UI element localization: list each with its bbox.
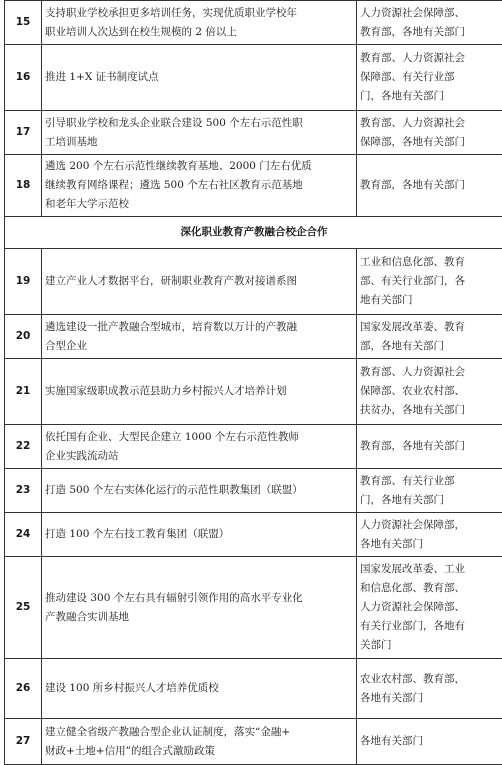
task-description: 推进 1+X 证书制度试点 bbox=[42, 45, 357, 111]
table-body-top bbox=[5, 1, 502, 217]
row-number: 17 bbox=[5, 111, 42, 155]
responsible-department: 国家发展改革委、教育 部，各地有关部门 bbox=[357, 315, 502, 359]
responsible-department: 各地有关部门 bbox=[357, 719, 502, 765]
table-row bbox=[5, 155, 502, 217]
responsible-department: 人力资源社会保障部， 各地有关部门 bbox=[357, 513, 502, 557]
table-row bbox=[5, 249, 502, 315]
row-number: 20 bbox=[5, 315, 42, 359]
row-number: 23 bbox=[5, 469, 42, 513]
table-row bbox=[5, 719, 502, 765]
table-row bbox=[5, 513, 502, 557]
table-row bbox=[5, 469, 502, 513]
row-number: 15 bbox=[5, 1, 42, 45]
task-description: 遴选 200 个左右示范性继续教育基地、2000 门左右优质 继续教育网络课程；遴选 500 个左右社区教育示范基地 和老年大学示范校 bbox=[42, 155, 357, 217]
table-row bbox=[5, 315, 502, 359]
task-description: 遴选建设一批产教融合型城市，培育数以万计的产教融 合型企业 bbox=[42, 315, 357, 359]
task-description: 实施国家级职成教示范县助力乡村振兴人才培养计划 bbox=[42, 359, 357, 425]
policy-table bbox=[4, 0, 502, 765]
section-title: 深化职业教育产教融合校企合作 bbox=[5, 217, 502, 249]
row-number: 16 bbox=[5, 45, 42, 111]
row-number: 24 bbox=[5, 513, 42, 557]
table-row bbox=[5, 1, 502, 45]
task-description: 推动建设 300 个左右具有辐射引领作用的高水平专业化 产教融合实训基地 bbox=[42, 557, 357, 659]
row-number: 27 bbox=[5, 719, 42, 765]
task-description: 支持职业学校承担更多培训任务，实现优质职业学校年 职业培训人次达到在校生规模的 2 倍以上 bbox=[42, 1, 357, 45]
responsible-department: 教育部，各地有关部门 bbox=[357, 425, 502, 469]
responsible-department: 工业和信息化部、教育 部、有关行业部门，各 地有关部门 bbox=[357, 249, 502, 315]
responsible-department: 人力资源社会保障部、 教育部，各地有关部门 bbox=[357, 1, 502, 45]
task-description: 依托国有企业、大型民企建立 1000 个左右示范性教师 企业实践流动站 bbox=[42, 425, 357, 469]
row-number: 19 bbox=[5, 249, 42, 315]
table-row bbox=[5, 359, 502, 425]
task-description: 建立产业人才数据平台，研制职业教育产教对接谱系图 bbox=[42, 249, 357, 315]
section-row-group bbox=[5, 217, 502, 249]
row-number: 26 bbox=[5, 659, 42, 719]
row-number: 22 bbox=[5, 425, 42, 469]
table-row bbox=[5, 557, 502, 659]
responsible-department: 教育部、人力资源社会 保障部、农业农村部、 扶贫办，各地有关部门 bbox=[357, 359, 502, 425]
responsible-department: 教育部、人力资源社会 保障部，各地有关部门 bbox=[357, 111, 502, 155]
table-row bbox=[5, 425, 502, 469]
row-number: 21 bbox=[5, 359, 42, 425]
table-row bbox=[5, 659, 502, 719]
section-row bbox=[5, 217, 502, 249]
table-body-bottom bbox=[5, 249, 502, 765]
table-row bbox=[5, 111, 502, 155]
row-number: 25 bbox=[5, 557, 42, 659]
responsible-department: 农业农村部、教育部， 各地有关部门 bbox=[357, 659, 502, 719]
responsible-department: 教育部，各地有关部门 bbox=[357, 155, 502, 217]
task-description: 打造 100 个左右技工教育集团（联盟） bbox=[42, 513, 357, 557]
responsible-department: 教育部、有关行业部 门，各地有关部门 bbox=[357, 469, 502, 513]
task-description: 打造 500 个左右实体化运行的示范性职教集团（联盟） bbox=[42, 469, 357, 513]
table-row bbox=[5, 45, 502, 111]
task-description: 建立健全省级产教融合型企业认证制度，落实“金融+ 财政+土地+信用”的组合式激励政策 bbox=[42, 719, 357, 765]
task-description: 建设 100 所乡村振兴人才培养优质校 bbox=[42, 659, 357, 719]
task-description: 引导职业学校和龙头企业联合建设 500 个左右示范性职 工培训基地 bbox=[42, 111, 357, 155]
responsible-department: 国家发展改革委、工业 和信息化部、教育部、 人力资源社会保障部、 有关行业部门，各地有 关部门 bbox=[357, 557, 502, 659]
row-number: 18 bbox=[5, 155, 42, 217]
responsible-department: 教育部、人力资源社会 保障部、有关行业部 门，各地有关部门 bbox=[357, 45, 502, 111]
